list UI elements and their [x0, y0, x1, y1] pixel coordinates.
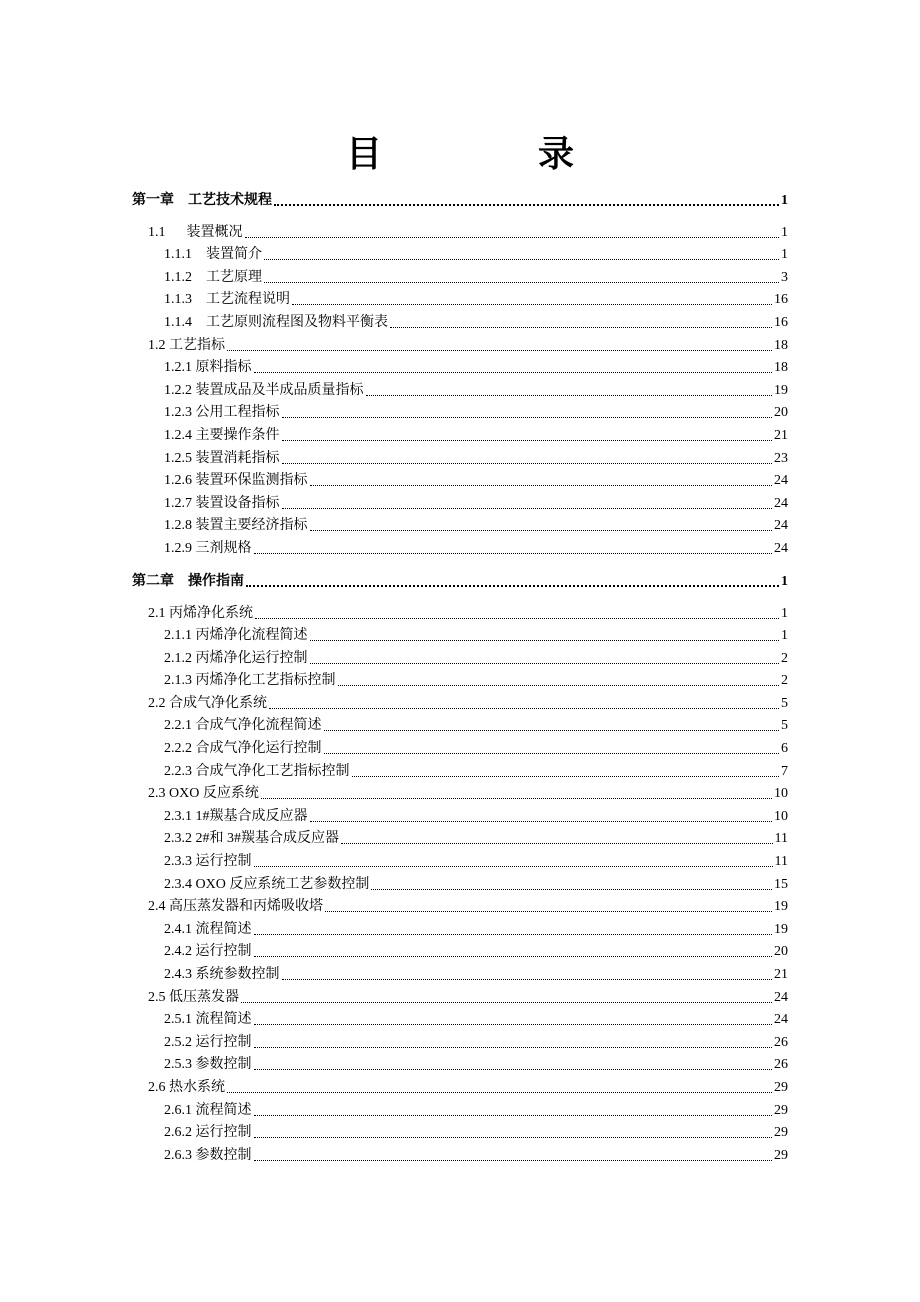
toc-entry-page-number: 19 — [774, 921, 788, 937]
toc-entry-label: 2.2.3 合成气净化工艺指标控制 — [164, 763, 350, 779]
toc-entry[interactable] — [132, 961, 788, 984]
toc-entry-page-number: 26 — [774, 1034, 788, 1050]
toc-entry-label: 1.2.4 主要操作条件 — [164, 427, 280, 443]
toc-entry-page-number: 1 — [781, 605, 788, 621]
dot-leader — [282, 463, 773, 464]
dot-leader — [310, 640, 780, 641]
dot-leader — [254, 934, 773, 935]
toc-entry[interactable] — [132, 758, 788, 781]
toc-entry-label: 2.6.3 参数控制 — [164, 1147, 252, 1163]
toc-entry-label: 1.2.2 装置成品及半成品质量指标 — [164, 382, 364, 398]
dot-leader — [371, 889, 772, 890]
dot-leader — [255, 618, 779, 619]
toc-entry-label: 1.1.4 工艺原则流程图及物料平衡表 — [164, 314, 388, 330]
toc-entry-page-number: 23 — [774, 450, 788, 466]
toc-entry-page-number: 15 — [774, 876, 788, 892]
dot-leader — [310, 821, 773, 822]
toc-entry[interactable] — [132, 848, 788, 871]
dot-leader — [282, 417, 773, 418]
toc-entry-page-number: 21 — [774, 427, 788, 443]
toc-entry[interactable] — [132, 1142, 788, 1165]
toc-entry[interactable] — [132, 468, 788, 491]
toc-entry-page-number: 29 — [774, 1147, 788, 1163]
toc-entry-page-number: 11 — [774, 831, 788, 847]
toc-entry-label: 2.3.3 运行控制 — [164, 854, 252, 870]
toc-entry-label: 2.6.1 流程简述 — [164, 1102, 252, 1118]
toc-entry-label: 2.3.1 1#羰基合成反应器 — [164, 808, 308, 824]
toc-entry[interactable] — [132, 690, 788, 713]
dot-leader — [282, 508, 773, 509]
toc-entry[interactable] — [132, 916, 788, 939]
toc-entry-label: 2.5 低压蒸发器 — [148, 989, 239, 1005]
page-title: 目 录 — [345, 134, 634, 174]
dot-leader — [254, 866, 773, 867]
dot-leader — [352, 776, 780, 777]
toc-entry-page-number: 3 — [781, 269, 788, 285]
toc-entry[interactable] — [132, 219, 788, 242]
dot-leader — [254, 1069, 773, 1070]
toc-entry-page-number: 1 — [781, 224, 788, 240]
toc-entry-label: 1.1.2 工艺原理 — [164, 269, 262, 285]
toc-entry[interactable] — [132, 1052, 788, 1075]
dot-leader — [338, 685, 780, 686]
dot-leader — [254, 372, 773, 373]
dot-leader — [366, 395, 773, 396]
toc-entry-label: 2.4.2 运行控制 — [164, 944, 252, 960]
toc-entry[interactable] — [132, 623, 788, 646]
dot-leader — [310, 663, 780, 664]
toc-entry-page-number: 24 — [774, 473, 788, 489]
toc-entry-page-number: 7 — [781, 763, 788, 779]
dot-leader — [324, 753, 780, 754]
toc-entry[interactable] — [132, 377, 788, 400]
toc-entry[interactable] — [132, 1120, 788, 1143]
toc-entry[interactable] — [132, 826, 788, 849]
toc-entry-label: 2.1 丙烯净化系统 — [148, 605, 253, 621]
toc-entry-label: 2.5.2 运行控制 — [164, 1034, 252, 1050]
toc-chapter-entry[interactable] — [132, 186, 788, 210]
toc-chapter-entry[interactable] — [132, 567, 788, 591]
toc-entry[interactable] — [132, 535, 788, 558]
toc-entry[interactable] — [132, 264, 788, 287]
toc-entry-page-number: 2 — [781, 650, 788, 666]
dot-leader — [282, 979, 773, 980]
toc-entry[interactable] — [132, 713, 788, 736]
toc-entry-page-number: 24 — [774, 540, 788, 556]
toc-entry-page-number: 10 — [774, 808, 788, 824]
toc-entry-label: 2.4.1 流程简述 — [164, 921, 252, 937]
toc-entry[interactable] — [132, 984, 788, 1007]
dot-leader — [390, 327, 772, 328]
toc-entry[interactable] — [132, 939, 788, 962]
dot-leader — [274, 204, 779, 206]
dot-leader — [254, 1160, 773, 1161]
toc-entry-label: 第一章 工艺技术规程 — [132, 193, 272, 208]
toc-entry-label: 2.1.1 丙烯净化流程简述 — [164, 628, 308, 644]
dot-leader — [245, 237, 780, 238]
toc-entry[interactable] — [132, 513, 788, 536]
toc-entry-label: 2.3.4 OXO 反应系统工艺参数控制 — [164, 876, 370, 892]
dot-leader — [254, 1024, 773, 1025]
toc-entry-page-number: 1 — [781, 247, 788, 263]
toc-entry-page-number: 20 — [774, 405, 788, 421]
toc-entry-page-number: 10 — [774, 786, 788, 802]
toc-entry-page-number: 5 — [781, 718, 788, 734]
toc-entry[interactable] — [132, 645, 788, 668]
toc-entry[interactable] — [132, 894, 788, 917]
toc-entry-label: 2.4 高压蒸发器和丙烯吸收塔 — [148, 899, 323, 915]
toc-entry-label: 2.5.3 参数控制 — [164, 1057, 252, 1073]
section-gap — [132, 558, 788, 567]
toc-entry-label: 2.3 OXO 反应系统 — [148, 786, 259, 802]
table-of-contents — [132, 186, 788, 1165]
section-gap — [132, 210, 788, 219]
toc-entry[interactable] — [132, 1007, 788, 1030]
toc-entry-page-number: 1 — [781, 573, 788, 589]
toc-entry-label: 2.2 合成气净化系统 — [148, 695, 267, 711]
toc-entry-page-number: 6 — [781, 741, 788, 757]
toc-entry-page-number: 24 — [774, 495, 788, 511]
toc-entry-page-number: 24 — [774, 1012, 788, 1028]
toc-entry-label: 1.2.3 公用工程指标 — [164, 405, 280, 421]
dot-leader — [254, 553, 773, 554]
toc-entry[interactable] — [132, 781, 788, 804]
toc-entry-label: 2.1.3 丙烯净化工艺指标控制 — [164, 673, 336, 689]
dot-leader — [310, 530, 773, 531]
toc-entry[interactable] — [132, 490, 788, 513]
toc-entry-page-number: 18 — [774, 360, 788, 376]
toc-entry-label: 第二章 操作指南 — [132, 573, 244, 589]
toc-entry-label: 1.2.8 装置主要经济指标 — [164, 518, 308, 534]
dot-leader — [324, 730, 780, 731]
dot-leader — [341, 843, 773, 844]
toc-entry[interactable] — [132, 1097, 788, 1120]
dot-leader — [241, 1002, 772, 1003]
toc-entry[interactable] — [132, 400, 788, 423]
dot-leader — [282, 440, 773, 441]
toc-entry[interactable] — [132, 332, 788, 355]
dot-leader — [325, 911, 772, 912]
dot-leader — [292, 304, 772, 305]
toc-entry[interactable] — [132, 445, 788, 468]
toc-entry-label: 1.2 工艺指标 — [148, 337, 225, 353]
toc-entry-page-number: 16 — [774, 292, 788, 308]
toc-entry-page-number: 1 — [781, 193, 788, 208]
toc-entry-page-number: 1 — [781, 628, 788, 644]
toc-entry[interactable] — [132, 309, 788, 332]
toc-entry-page-number: 20 — [774, 944, 788, 960]
dot-leader — [227, 350, 772, 351]
dot-leader — [254, 1115, 773, 1116]
toc-entry-label: 2.3.2 2#和 3#羰基合成反应器 — [164, 831, 339, 847]
toc-entry[interactable] — [132, 422, 788, 445]
toc-entry[interactable] — [132, 1029, 788, 1052]
toc-entry[interactable] — [132, 287, 788, 310]
toc-entry-page-number: 11 — [774, 854, 788, 870]
toc-entry[interactable] — [132, 1074, 788, 1097]
toc-entry-page-number: 5 — [781, 695, 788, 711]
toc-entry-page-number: 24 — [774, 989, 788, 1005]
toc-entry-label: 1.1 装置概况 — [148, 224, 243, 240]
toc-entry[interactable] — [132, 803, 788, 826]
toc-entry-label: 1.1.3 工艺流程说明 — [164, 292, 290, 308]
toc-entry-page-number: 29 — [774, 1125, 788, 1141]
dot-leader — [246, 585, 779, 587]
toc-entry-label: 2.2.1 合成气净化流程简述 — [164, 718, 322, 734]
toc-entry-label: 1.2.5 装置消耗指标 — [164, 450, 280, 466]
dot-leader — [254, 1137, 773, 1138]
toc-entry-label: 1.2.6 装置环保监测指标 — [164, 473, 308, 489]
dot-leader — [269, 708, 779, 709]
toc-entry[interactable] — [132, 355, 788, 378]
dot-leader — [254, 956, 773, 957]
toc-entry-label: 2.4.3 系统参数控制 — [164, 967, 280, 982]
toc-entry-label: 1.2.9 三剂规格 — [164, 540, 252, 556]
section-gap — [132, 591, 788, 600]
dot-leader — [264, 259, 779, 260]
dot-leader — [254, 1047, 773, 1048]
toc-entry-label: 2.5.1 流程简述 — [164, 1012, 252, 1028]
toc-entry[interactable] — [132, 871, 788, 894]
toc-entry-label: 2.6.2 运行控制 — [164, 1125, 252, 1141]
toc-entry-label: 1.2.1 原料指标 — [164, 360, 252, 376]
toc-entry-page-number: 19 — [774, 382, 788, 398]
toc-entry-page-number: 24 — [774, 518, 788, 534]
toc-entry[interactable] — [132, 668, 788, 691]
dot-leader — [227, 1092, 772, 1093]
toc-entry[interactable] — [132, 735, 788, 758]
toc-entry-page-number: 19 — [774, 899, 788, 915]
toc-entry-page-number: 29 — [774, 1079, 788, 1095]
toc-entry-label: 2.1.2 丙烯净化运行控制 — [164, 650, 308, 666]
toc-entry[interactable] — [132, 600, 788, 623]
toc-entry-label: 2.2.2 合成气净化运行控制 — [164, 741, 322, 757]
toc-entry-page-number: 21 — [774, 967, 788, 982]
dot-leader — [261, 798, 772, 799]
toc-entry-label: 2.6 热水系统 — [148, 1079, 225, 1095]
toc-entry-label: 1.1.1 装置简介 — [164, 247, 262, 263]
toc-entry-page-number: 16 — [774, 314, 788, 330]
dot-leader — [264, 282, 779, 283]
toc-entry-page-number: 29 — [774, 1102, 788, 1118]
toc-entry-page-number: 18 — [774, 337, 788, 353]
toc-entry-label: 1.2.7 装置设备指标 — [164, 495, 280, 511]
toc-entry-page-number: 26 — [774, 1057, 788, 1073]
toc-entry[interactable] — [132, 242, 788, 265]
dot-leader — [310, 485, 773, 486]
toc-entry-page-number: 2 — [781, 673, 788, 689]
